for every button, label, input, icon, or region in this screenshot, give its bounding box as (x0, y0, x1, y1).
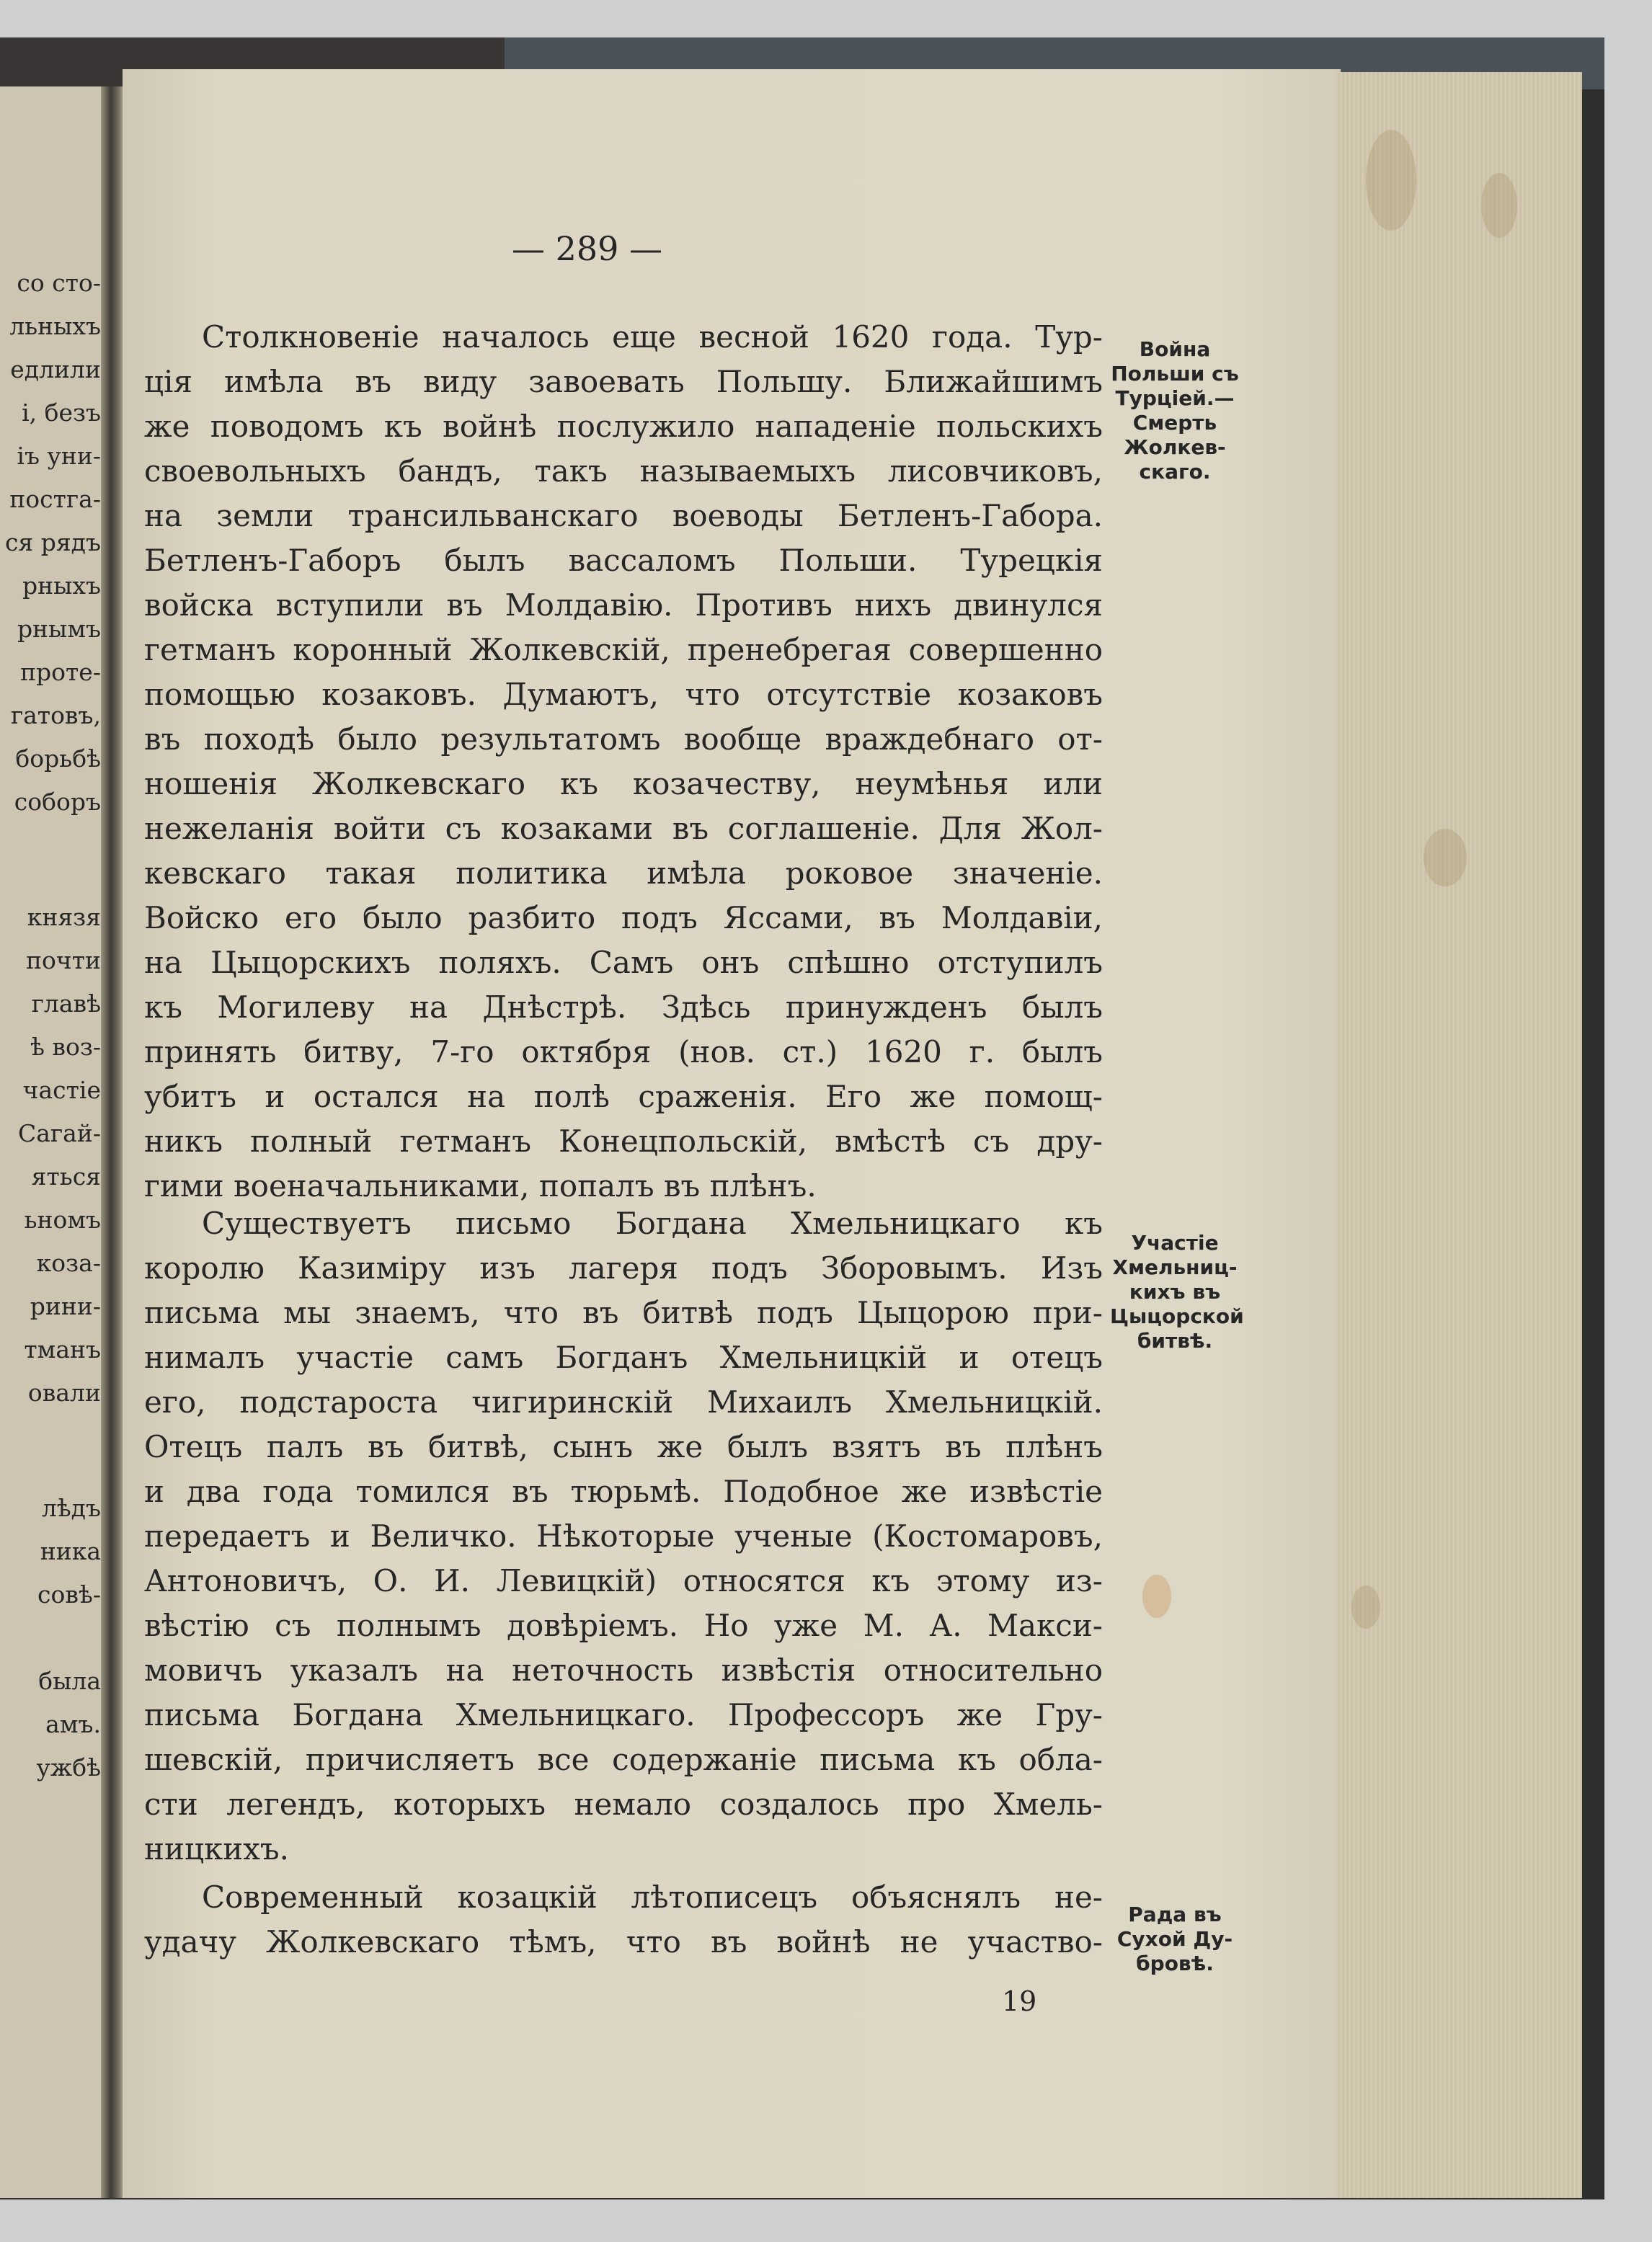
margin-note (1110, 1903, 1240, 1976)
text-line: Войско его было разбито подъ Яссами, въ Молдавіи, (144, 900, 1103, 935)
text-line: никъ полный гетманъ Конецпольскій, вмѣстѣ съ дру- (144, 1124, 1103, 1159)
margin-note-line: Польши съ (1111, 362, 1239, 386)
left-page-edge (0, 86, 108, 2198)
paper-stain (1366, 130, 1416, 231)
margin-note-line: Турціей.— (1115, 386, 1235, 410)
text-line: помощью козаковъ. Думаютъ, что отсутствіе козаковъ (144, 677, 1103, 712)
text-line: удачу Жолкевскаго тѣмъ, что въ войнѣ не участво- (144, 1924, 1103, 1959)
text-line: Существуетъ письмо Богдана Хмельницкаго къ (202, 1206, 1103, 1241)
text-line: Современный козацкій лѣтописецъ объяснялъ не- (202, 1880, 1103, 1915)
left-page-text-fragment: і, безъ (22, 399, 101, 427)
text-line: Столкновеніе началось еще весной 1620 года. Тур- (202, 319, 1103, 355)
text-line: сти легендъ, которыхъ немало создалось про Хмель- (144, 1787, 1103, 1822)
text-line: и два года томился въ тюрьмѣ. Подобное же извѣстіе (144, 1474, 1103, 1509)
margin-note-line: Жолкев- (1124, 435, 1226, 459)
text-line: ношенія Жолкевскаго къ козачеству, неумѣнья или (144, 766, 1103, 801)
text-line: ція имѣла въ виду завоевать Польшу. Ближайшимъ (144, 364, 1103, 399)
text-line: ницкихъ. (144, 1831, 289, 1867)
left-page-text-fragment: ся рядъ (4, 528, 101, 556)
left-page-text-fragment: главѣ (31, 989, 101, 1018)
left-page-text-fragment: гатовъ, (10, 701, 101, 729)
left-page-text-fragment: частіе (22, 1076, 101, 1104)
text-line: на земли трансильванскаго воеводы Бетленъ-Габора. (144, 498, 1103, 533)
margin-note (1110, 337, 1240, 484)
book-gutter (101, 86, 125, 2198)
left-page-text-fragment: князя (27, 903, 101, 931)
text-line: нималъ участіе самъ Богданъ Хмельницкій и отецъ (144, 1340, 1103, 1375)
page-stack-edge (1337, 72, 1582, 2198)
text-line: вѣстію съ полнымъ довѣріемъ. Но уже М. А. Макси- (144, 1608, 1103, 1643)
ink-spot (1142, 1575, 1171, 1618)
text-line: его, подстароста чигиринскій Михаилъ Хмельницкій. (144, 1384, 1103, 1420)
margin-note-line: Цыцорской (1110, 1304, 1244, 1328)
text-line: убитъ и остался на полѣ сраженія. Его же помощ- (144, 1079, 1103, 1114)
page-number: — 289 — (512, 229, 663, 268)
text-line: письма мы знаемъ, что въ битвѣ подъ Цыцорою при- (144, 1295, 1103, 1330)
left-page-text-fragment: рини- (30, 1292, 101, 1320)
paper-stain (1481, 173, 1517, 238)
margin-note-line: Хмельниц- (1112, 1255, 1238, 1279)
left-page-text-fragment: лѣдъ (41, 1494, 101, 1522)
left-page-text-fragment: яться (31, 1162, 101, 1191)
text-line: Отецъ палъ въ битвѣ, сынъ же былъ взятъ въ плѣнъ (144, 1429, 1103, 1464)
margin-note-line: Участіе (1131, 1231, 1219, 1255)
margin-note-line: Рада въ (1128, 1903, 1222, 1926)
left-page-text-fragment: ьномъ (24, 1206, 101, 1234)
text-line: королю Казиміру изъ лагеря подъ Зборовымъ. Изъ (144, 1250, 1103, 1286)
left-page-text-fragment: совѣ- (37, 1580, 101, 1609)
left-page-text-fragment: борьбѣ (15, 744, 101, 773)
margin-note (1110, 1231, 1244, 1353)
text-line: кевскаго такая политика имѣла роковое значеніе. (144, 855, 1103, 891)
text-line: на Цыцорскихъ поляхъ. Самъ онъ спѣшно отступилъ (144, 945, 1103, 980)
text-line: же поводомъ къ войнѣ послужило нападеніе польскихъ (144, 409, 1103, 444)
left-page-text-fragment: со сто- (17, 269, 101, 297)
text-line: Бетленъ-Габоръ былъ вассаломъ Польши. Турецкія (144, 543, 1103, 578)
left-page-text-fragment: Сагай- (17, 1119, 101, 1147)
left-page-text-fragment: постга- (9, 485, 101, 513)
text-line: гими военачальниками, попалъ въ плѣнъ. (144, 1168, 817, 1204)
left-page-text-fragment: проте- (20, 658, 101, 686)
paper-stain (1424, 829, 1467, 886)
left-page-text-fragment: едлили (10, 355, 101, 383)
text-line: къ Могилеву на Днѣстрѣ. Здѣсь принужденъ былъ (144, 989, 1103, 1025)
text-line: нежеланія войти съ козаками въ соглашеніе. Для Жол- (144, 811, 1103, 846)
left-page-text-fragment: соборъ (14, 788, 101, 816)
margin-note-line: Война (1139, 337, 1211, 361)
text-line: мовичъ указалъ на неточность извѣстія относительно (144, 1652, 1103, 1688)
text-line: своевольныхъ бандъ, такъ называемыхъ лисовчиковъ, (144, 453, 1103, 489)
text-line: шевскій, причисляетъ все содержаніе письма къ обла- (144, 1742, 1103, 1777)
margin-note-line: Смерть (1132, 411, 1217, 435)
left-page-text-fragment: ужбѣ (36, 1753, 101, 1781)
signature-mark: 19 (1002, 1985, 1037, 2017)
margin-note-line: битвѣ. (1137, 1329, 1213, 1353)
text-line: гетманъ коронный Жолкевскій, пренебрегая совершенно (144, 632, 1103, 667)
left-page-text-fragment: іъ уни- (17, 442, 101, 470)
left-page-text-fragment: коза- (36, 1249, 101, 1277)
text-line: принять битву, 7-го октября (нов. ст.) 1620 г. былъ (144, 1034, 1103, 1069)
left-page-text-fragment: ника (40, 1537, 101, 1565)
left-page-text-fragment: льныхъ (9, 312, 101, 340)
left-page-text-fragment: рныхъ (22, 571, 101, 600)
text-line: передаетъ и Величко. Нѣкоторые ученые (Костомаровъ, (144, 1518, 1103, 1554)
text-line: войска вступили въ Молдавію. Противъ нихъ двинулся (144, 587, 1103, 623)
paper-stain (1351, 1585, 1380, 1629)
margin-note-line: бровѣ. (1136, 1952, 1214, 1975)
margin-note-line: скаго. (1139, 460, 1211, 484)
text-line: въ походѣ было результатомъ вообще враждебнаго от- (144, 721, 1103, 757)
left-page-text-fragment: почти (26, 946, 101, 974)
text-line: Антоновичъ, О. И. Левицкій) относятся къ этому из- (144, 1563, 1103, 1598)
left-page-text-fragment: рнымъ (17, 615, 101, 643)
margin-note-line: Сухой Ду- (1116, 1927, 1233, 1951)
text-line: письма Богдана Хмельницкаго. Профессоръ же Гру- (144, 1697, 1103, 1732)
left-page-text-fragment: была (38, 1667, 101, 1695)
left-page-text-fragment: амъ. (45, 1710, 101, 1738)
margin-note-line: кихъ въ (1129, 1280, 1221, 1304)
left-page-text-fragment: овали (27, 1379, 101, 1407)
left-page-text-fragment: тманъ (24, 1335, 101, 1364)
left-page-text-fragment: ѣ воз- (30, 1033, 101, 1061)
